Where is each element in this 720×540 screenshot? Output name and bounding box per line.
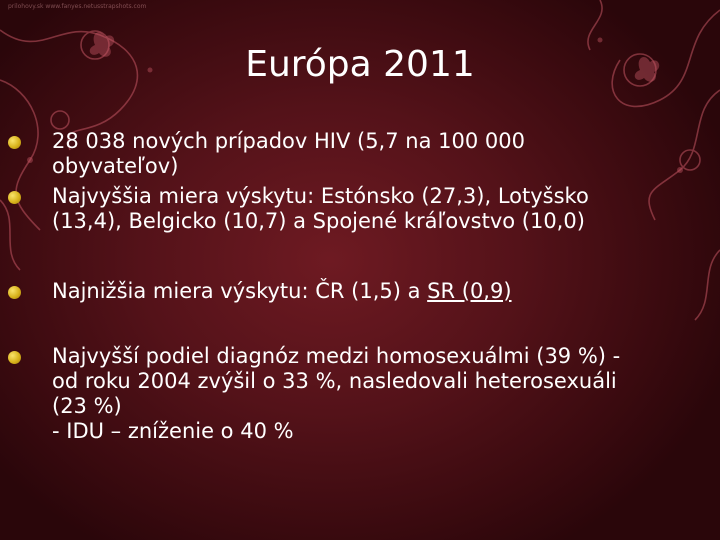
bullet-dot-icon — [8, 191, 21, 204]
bullet-item — [52, 184, 652, 234]
bullet-text: 28 038 nových prípadov HIV (5,7 na 100 000 obyvateľov) — [52, 129, 525, 178]
bullet-dot-icon — [8, 351, 21, 364]
bullet-dot-icon — [8, 286, 21, 299]
watermark-text: prilohovy.sk www.fanyes.netusstrapshots.com — [8, 3, 147, 10]
bullet-text: Najnižšia miera výskytu: ČR (1,5) a — [52, 279, 428, 303]
bullet-link-text[interactable]: SR (0,9) — [427, 279, 512, 303]
slide-title: Európa 2011 — [245, 44, 475, 85]
bullet-continuation: - IDU – zníženie o 40 % — [52, 419, 294, 443]
bullet-text: Najvyššia miera výskytu: Estónsko (27,3), Lotyšsko (13,4), Belgicko (10,7) a Spojené kráľovstvo (10,0) — [52, 184, 589, 233]
bullet-item — [52, 129, 652, 179]
bullet-dot-icon — [8, 136, 21, 149]
bullet-item — [52, 279, 652, 304]
bullet-item — [52, 344, 652, 444]
bullet-text: Najvyšší podiel diagnóz medzi homosexuálmi (39 %) - od roku 2004 zvýšil o 33 %, nasledovali heterosexuáli (23 %) — [52, 344, 621, 418]
